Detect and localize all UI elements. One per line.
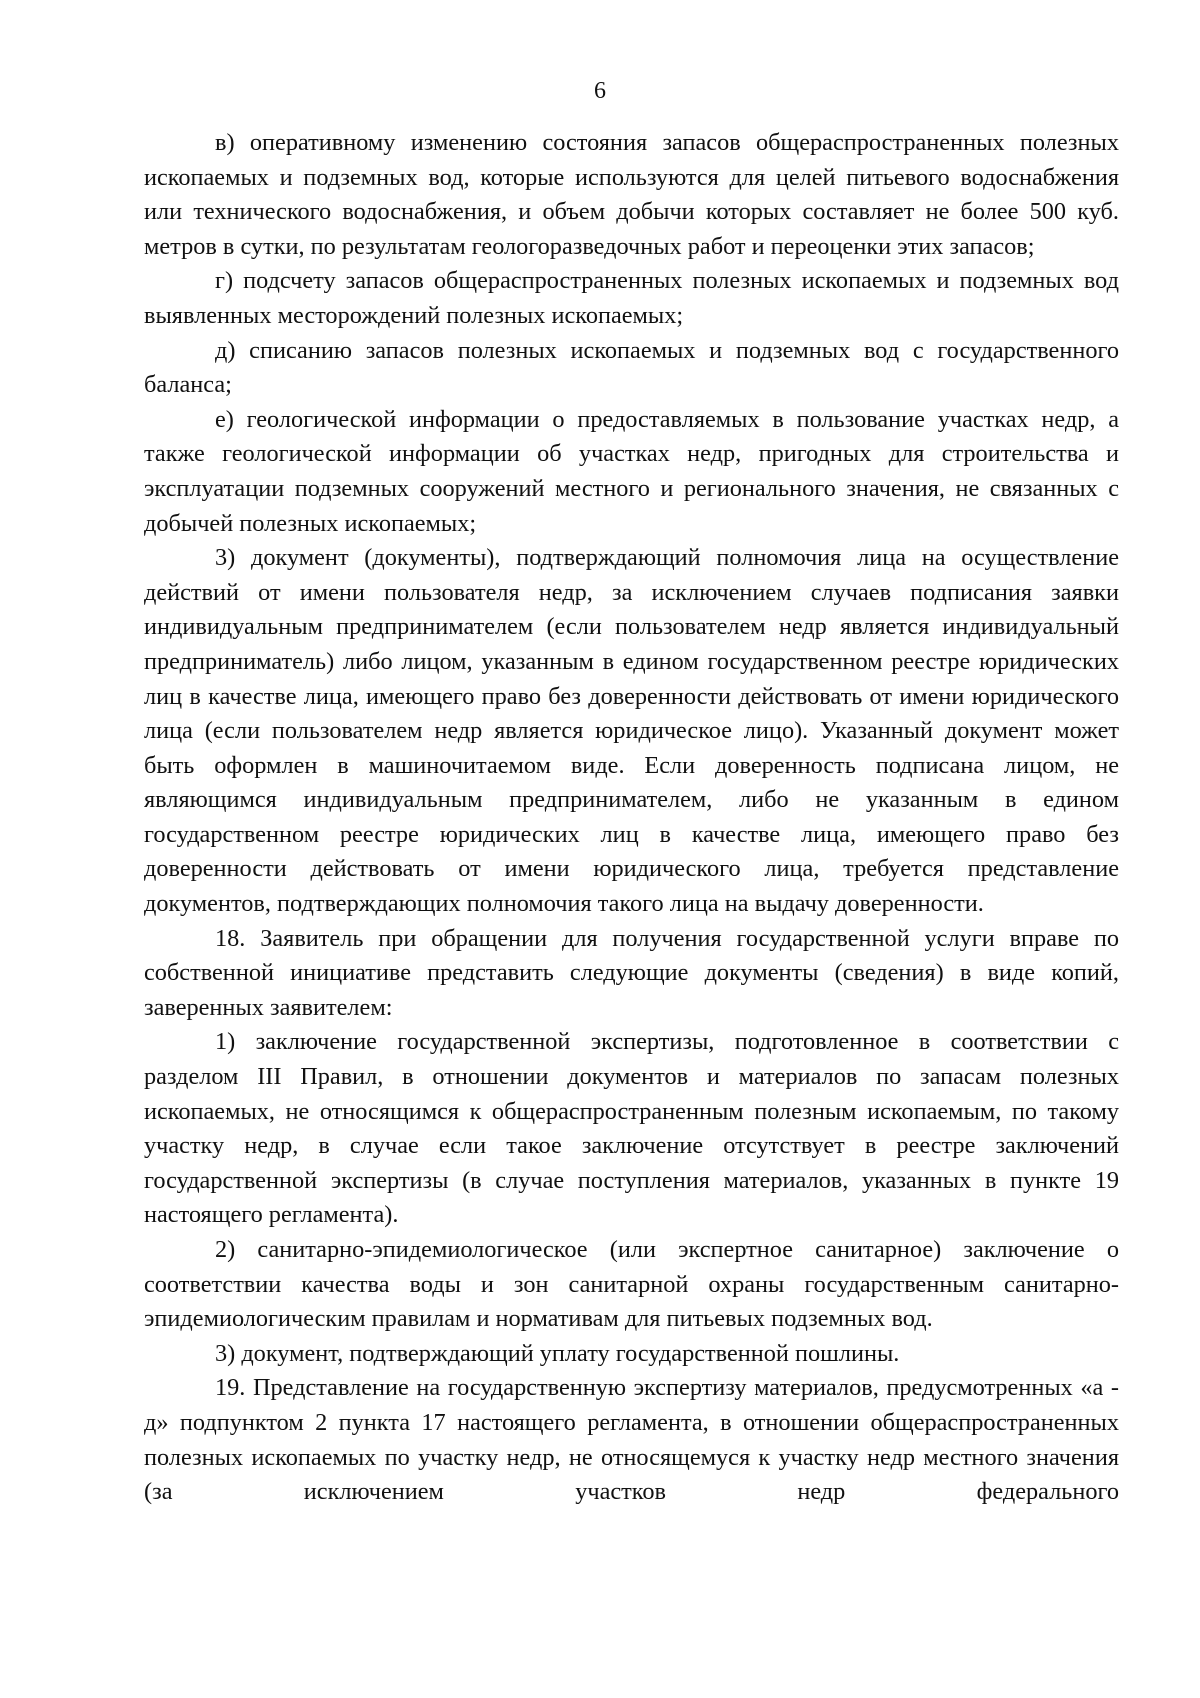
document-body xyxy=(144,126,1119,1510)
paragraph-18-applicant-documents: 18. Заявитель при обращении для получения государственной услуги вправе по собственной инициативе представить следующие документы (сведения) в виде копий, заверенных заявителем: xyxy=(144,924,1119,1021)
paragraph-1-expertise-conclusion: 1) заключение государственной экспертизы, подготовленное в соответствии с разделом III Правил, в отношении документов и материалов по запасам полезных ископаемых, не относящимся к общераспространенным полезным ископаемым, по такому участку недр, в случае если такое заключение отсутствует в реестре заключений государственной экспертизы (в случае поступления материалов, указанных в пункте 19 настоящего регламента). xyxy=(144,1028,1119,1229)
paragraph-d-reserves-write-off: д) списанию запасов полезных ископаемых и подземных вод с государственного баланса; xyxy=(144,336,1119,399)
paragraph-19-submission: 19. Представление на государственную экспертизу материалов, предусмотренных «а - д» подпунктом 2 пункта 17 настоящего регламента, в отношении общераспространенных полезных ископаемых по участку недр, не относящемуся к участку недр местного значения (за исключением участков недр федерального xyxy=(144,1374,1119,1506)
page-number: 6 xyxy=(594,78,606,104)
paragraph-3-state-fee: 3) документ, подтверждающий уплату государственной пошлины. xyxy=(215,1339,900,1367)
paragraph-2-sanitary-conclusion: 2) санитарно-эпидемиологическое (или экспертное санитарное) заключение о соответствии качества воды и зон санитарной охраны государственным санитарно-эпидемиологическим правилам и нормативам для питьевых подземных вод. xyxy=(144,1236,1119,1333)
paragraph-v-operative-changes: в) оперативному изменению состояния запасов общераспространенных полезных ископаемых и подземных вод, которые используются для целей питьевого водоснабжения или технического водоснабжения, и объем добычи которых составляет не более 500 куб. метров в сутки, по результатам геологоразведочных работ и переоценки этих запасов; xyxy=(144,129,1119,260)
paragraph-e-geological-information: е) геологической информации о предоставляемых в пользование участках недр, а также геологической информации об участках недр, пригодных для строительства и эксплуатации подземных сооружений местного и регионального значения, не связанных с добычей полезных ископаемых; xyxy=(144,405,1119,537)
paragraph-3-authority-document: 3) документ (документы), подтверждающий полномочия лица на осуществление действий от имени пользователя недр, за исключением случаев подписания заявки индивидуальным предпринимателем (если пользователем недр является индивидуальный предприниматель) либо лицом, указанным в едином государственном реестре юридических лиц в качестве лица, имеющего право без доверенности действовать от имени юридического лица (если пользователем недр является юридическое лицо). Указанный документ может быть оформлен в машиночитаемом виде. Если доверенность подписана лицом, не являющимся индивидуальным предпринимателем, либо не указанным в едином государственном реестре юридических лиц в качестве лица, имеющего право без доверенности действовать от имени юридического лица, требуется представление документов, подтверждающих полномочия такого лица на выдачу доверенности. xyxy=(144,544,1119,918)
paragraph-g-reserves-calculation: г) подсчету запасов общераспространенных полезных ископаемых и подземных вод выявленных месторождений полезных ископаемых; xyxy=(144,267,1119,329)
